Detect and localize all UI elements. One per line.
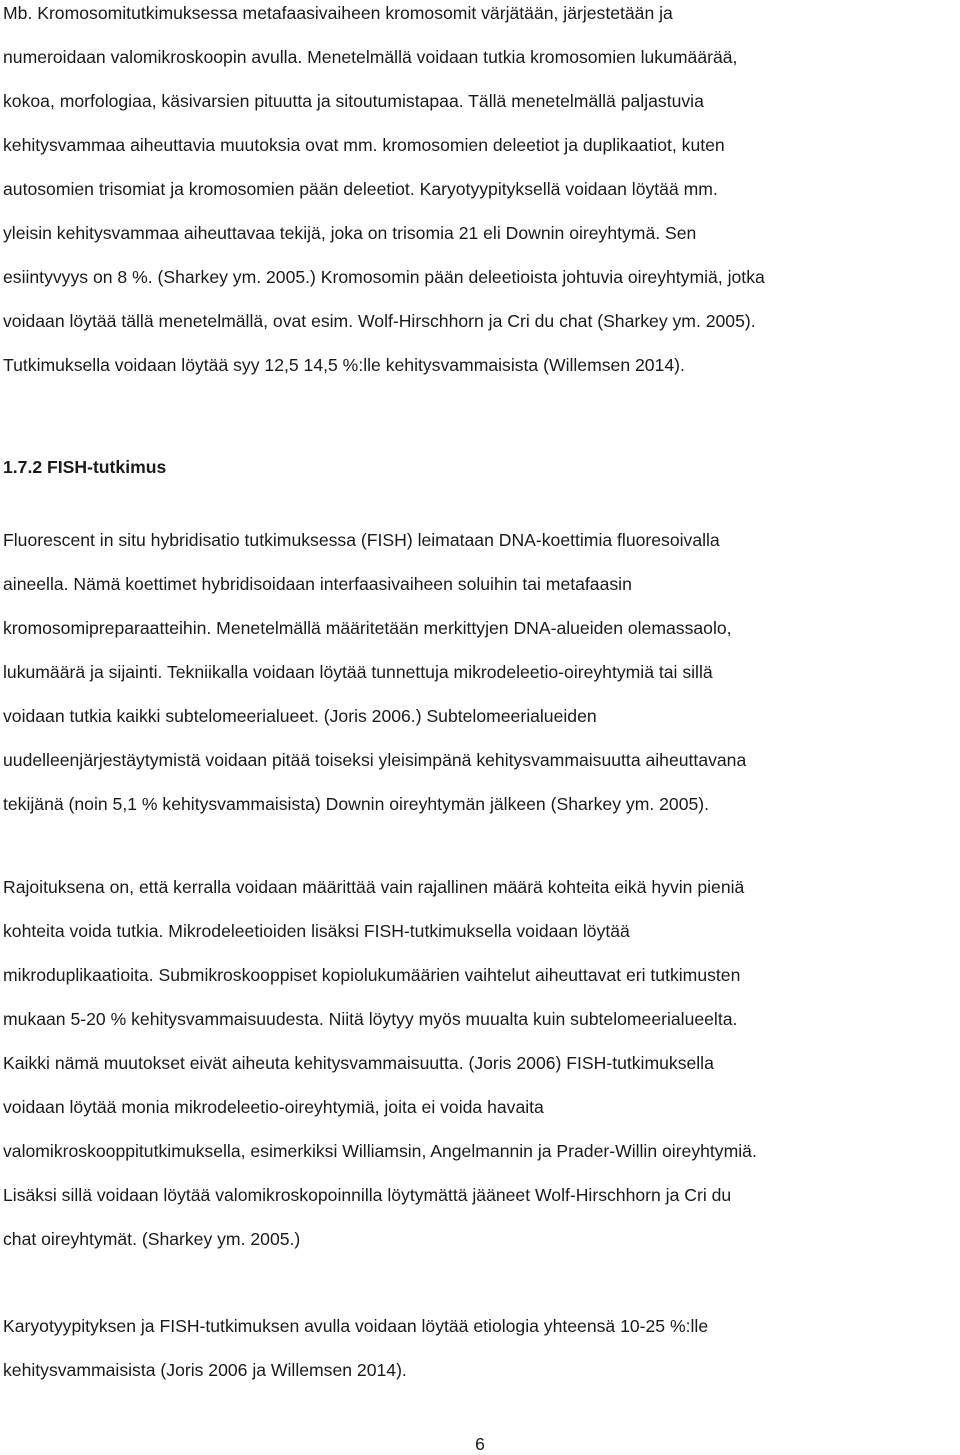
- text-line: Lisäksi sillä voidaan löytää valomikroskopoinnilla löytymättä jääneet Wolf-Hirschhorn ja Cri du: [3, 1185, 732, 1205]
- text-line: chat oireyhtymät. (Sharkey ym. 2005.): [3, 1229, 301, 1249]
- section-heading: 1.7.2 FISH-tutkimus: [3, 457, 167, 477]
- text-line: lukumäärä ja sijainti. Tekniikalla voidaan löytää tunnettuja mikrodeleetio-oireyhtymiä tai sillä: [3, 662, 713, 682]
- text-line: kokoa, morfologiaa, käsivarsien pituutta ja sitoutumistapaa. Tällä menetelmällä paljastuvia: [3, 91, 704, 111]
- text-line: Kaikki nämä muutokset eivät aiheuta kehitysvammaisuutta. (Joris 2006) FISH-tutkimuksella: [3, 1053, 714, 1073]
- paragraph-karyotyping: [3, 0, 958, 387]
- text-line: Rajoituksena on, että kerralla voidaan määrittää vain rajallinen määrä kohteita eikä hyvin pieniä: [3, 877, 745, 897]
- text-line: numeroidaan valomikroskoopin avulla. Menetelmällä voidaan tutkia kromosomien lukumäärää,: [3, 47, 738, 67]
- text-line: yleisin kehitysvammaa aiheuttavaa tekijä, joka on trisomia 21 eli Downin oireyhtymä. Sen: [3, 223, 697, 243]
- text-line: tekijänä (noin 5,1 % kehitysvammaisista) Downin oireyhtymän jälkeen (Sharkey ym. 2005).: [3, 794, 710, 814]
- text-line: kohteita voida tutkia. Mikrodeleetioiden lisäksi FISH-tutkimuksella voidaan löytää: [3, 921, 630, 941]
- paragraph-limitations: [3, 865, 958, 1261]
- text-line: valomikroskooppitutkimuksella, esimerkiksi Williamsin, Angelmannin ja Prader-Willin oireyhtymiä.: [3, 1141, 757, 1161]
- text-line: voidaan löytää monia mikrodeleetio-oireyhtymiä, joita ei voida havaita: [3, 1097, 544, 1117]
- text-line: Mb. Kromosomitutkimuksessa metafaasivaiheen kromosomit värjätään, järjestetään ja: [3, 3, 673, 23]
- text-line: Fluorescent in situ hybridisatio tutkimuksessa (FISH) leimataan DNA-koettimia fluoresoivalla: [3, 530, 720, 550]
- paragraph-fish: [3, 518, 958, 826]
- text-line: mukaan 5-20 % kehitysvammaisuudesta. Niitä löytyy myös muualta kuin subtelomeerialueelta.: [3, 1009, 738, 1029]
- text-line: aineella. Nämä koettimet hybridisoidaan interfaasivaiheen soluihin tai metafaasin: [3, 574, 632, 594]
- page-number: 6: [475, 1434, 485, 1454]
- text-line: Tutkimuksella voidaan löytää syy 12,5 14,5 %:lle kehitysvammaisista (Willemsen 2014).: [3, 355, 685, 375]
- text-line: kromosomipreparaatteihin. Menetelmällä määritetään merkittyjen DNA-alueiden olemassaolo,: [3, 618, 732, 638]
- text-line: Karyotyypityksen ja FISH-tutkimuksen avulla voidaan löytää etiologia yhteensä 10-25 %:lle: [3, 1316, 709, 1336]
- text-line: voidaan tutkia kaikki subtelomeerialueet. (Joris 2006.) Subtelomeerialueiden: [3, 706, 597, 726]
- text-line: kehitysvammaisista (Joris 2006 ja Willemsen 2014).: [3, 1360, 407, 1380]
- text-line: mikroduplikaatioita. Submikroskooppiset kopiolukumäärien vaihtelut aiheuttavat eri tutkimusten: [3, 965, 741, 985]
- text-line: autosomien trisomiat ja kromosomien pään deleetiot. Karyotyypityksellä voidaan löytää mm.: [3, 179, 718, 199]
- text-line: esiintyvyys on 8 %. (Sharkey ym. 2005.) Kromosomin pään deleetioista johtuvia oireyhtymiä, jotka: [3, 267, 765, 287]
- text-line: voidaan löytää tällä menetelmällä, ovat esim. Wolf-Hirschhorn ja Cri du chat (Sharkey ym. 2005).: [3, 311, 756, 331]
- text-line: kehitysvammaa aiheuttavia muutoksia ovat mm. kromosomien deleetiot ja duplikaatiot, kuten: [3, 135, 725, 155]
- text-line: uudelleenjärjestäytymistä voidaan pitää toiseksi yleisimpänä kehitysvammaisuutta aiheuttavana: [3, 750, 747, 770]
- paragraph-summary: [3, 1304, 958, 1392]
